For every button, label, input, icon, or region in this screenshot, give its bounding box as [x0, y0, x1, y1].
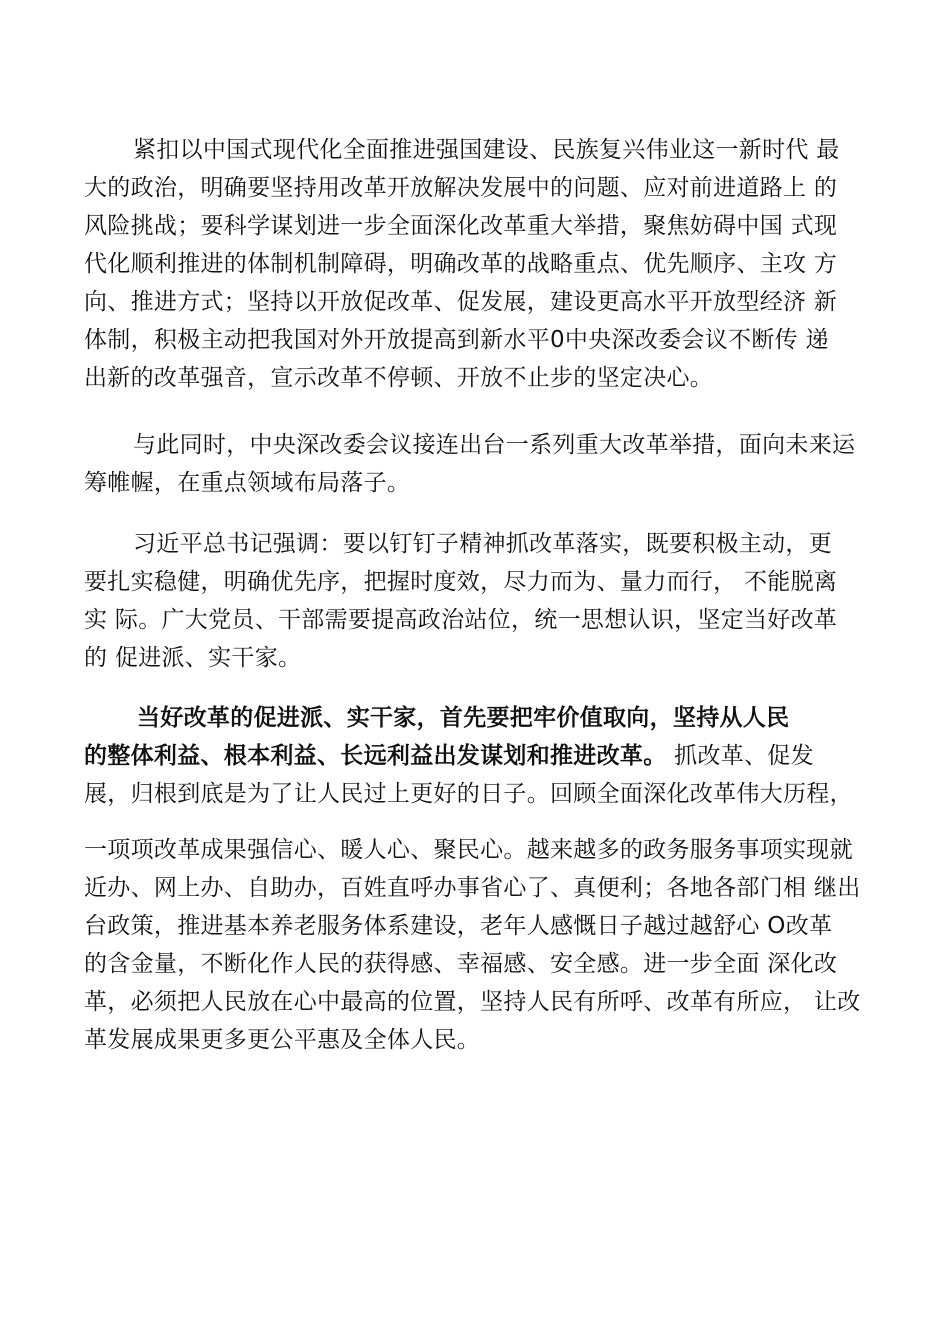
- paragraph-4-bold-line-1: 当好改革的促进派、实干家，首先要把牢价值取向，坚持从人民: [137, 705, 790, 731]
- paragraph-2-line-2: 筹帷幄，在重点领域布局落子。: [84, 470, 411, 496]
- paragraph-1-line-6: 体制，积极主动把我国对外开放提高到新水平0中央深改委会议不断传 递: [84, 327, 829, 353]
- paragraph-3-line-3: 实 际。广大党员、干部需要提高政治站位，统一思想认识，坚定当好改革: [84, 607, 838, 633]
- paragraph-3-line-1: 习近平总书记强调：要以钉钉子精神抓改革落实，既要积极主动，更: [133, 531, 832, 557]
- paragraph-1-line-7: 出新的改革强音，宣示改革不停顿、开放不止步的坚定决心。: [84, 365, 714, 391]
- paragraph-4-normal-after-bold: 抓改革、促发: [666, 743, 814, 769]
- paragraph-4-line-4: 一项项改革成果强信心、暖人心、聚民心。越来越多的政务服务事项实现就: [84, 837, 853, 863]
- paragraph-4-line-9: 革发展成果更多更公平惠及全体人民。: [84, 1027, 481, 1053]
- paragraph-4-bold-line-2: 的整体利益、根本利益、长远利益出发谋划和推进改革。: [84, 743, 667, 769]
- paragraph-4-line-2: [84, 737, 884, 775]
- paragraph-4-line-8: 革，必须把人民放在心中最高的位置，坚持人民有所呼、改革有所应， 让改: [84, 989, 861, 1015]
- paragraph-4-line-7: 的含金量，不断化作人民的获得感、幸福感、安全感。进一步全面 深化改: [84, 951, 838, 977]
- paragraph-3-line-4: 的 促进派、实干家。: [84, 645, 302, 671]
- paragraph-1-line-4: 代化顺利推进的体制机制障碍，明确改革的战略重点、优先顺序、主攻 方: [84, 251, 838, 277]
- paragraph-4-line-3: 展，归根到底是为了让人民过上更好的日子。回顾全面深化改革伟大历程，: [84, 781, 853, 807]
- paragraph-2-line-1: 与此同时，中央深改委会议接连出台一系列重大改革举措，面向未来运: [133, 432, 856, 458]
- paragraph-4-line-6: 台政策，推进基本养老服务体系建设，老年人感慨日子越过越舒心 O改革: [84, 913, 833, 939]
- paragraph-1-line-3: 风险挑战；要科学谋划进一步全面深化改革重大举措，聚焦妨碍中国 式现: [84, 213, 838, 239]
- paragraph-4-line-5: 近办、网上办、自助办，百姓直呼办事省心了、真便利；各地各部门相 继出: [84, 875, 861, 901]
- paragraph-3-line-2: 要扎实稳健，明确优先序，把握时度效，尽力而为、量力而行， 不能脱离: [84, 569, 838, 595]
- paragraph-1-line-2: 大的政治，明确要坚持用改革开放解决发展中的问题、应对前进道路上 的: [84, 175, 838, 201]
- paragraph-1-line-5: 向、推进方式；坚持以开放促改革、促发展，建设更高水平开放型经济 新: [84, 289, 838, 315]
- paragraph-1-line-1: 紧扣以中国式现代化全面推进强国建设、民族复兴伟业这一新时代 最: [133, 137, 840, 163]
